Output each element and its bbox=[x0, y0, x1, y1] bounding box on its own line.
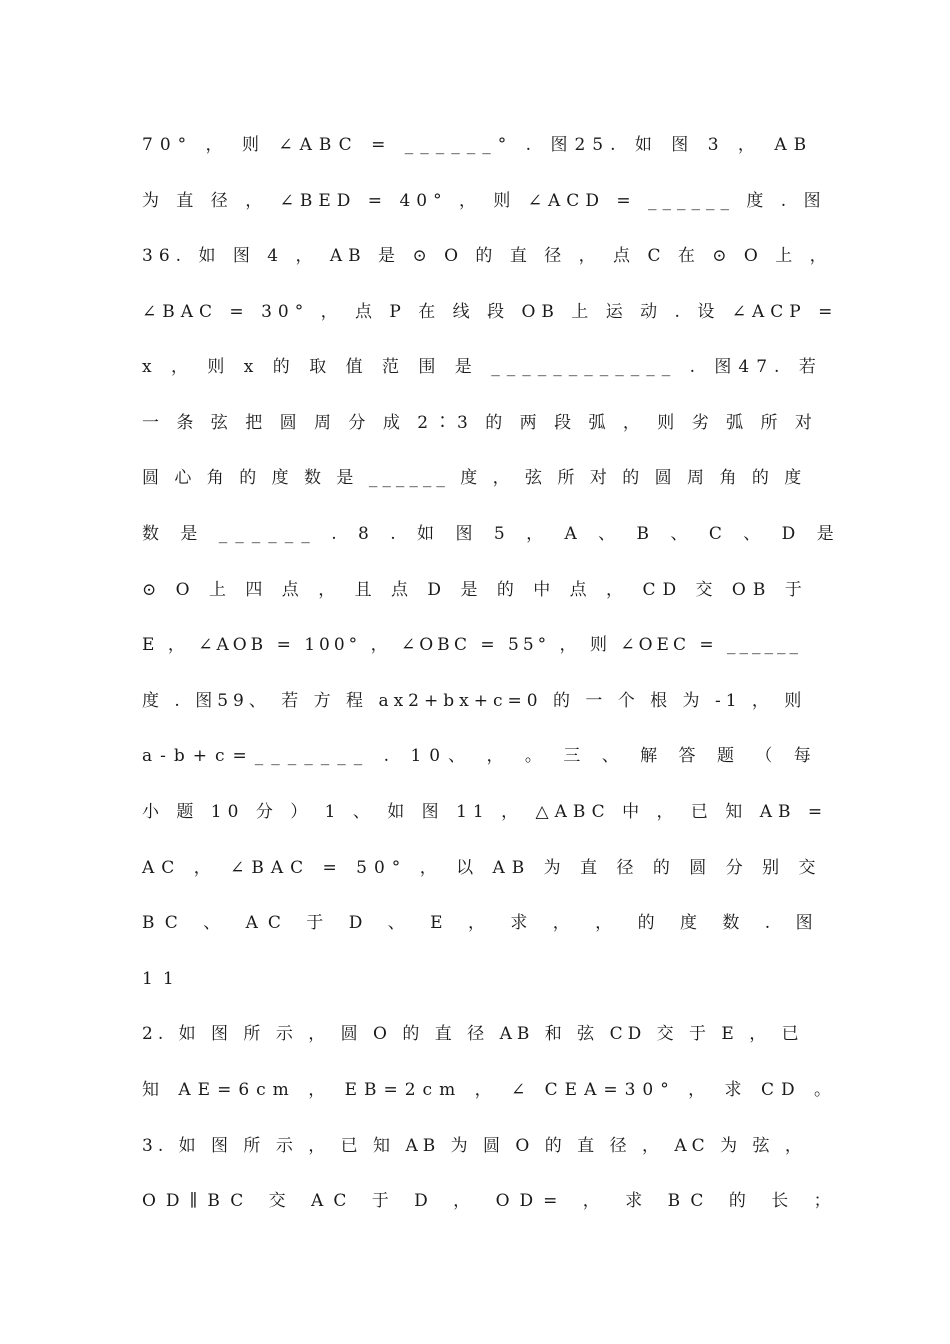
text-line: OD∥BC 交 AC 于 D ， OD= ， 求 BC 的 长 ； bbox=[142, 1191, 841, 1211]
text-line: 70° ， 则 ∠ABC = ______° . 图25. 如 图 3 ， AB bbox=[142, 135, 814, 155]
text-line: 知 AE=6cm ， EB=2cm ， ∠ CEA=30° ， 求 CD 。 bbox=[142, 1080, 838, 1100]
text-line: 为 直 径 ， ∠BED = 40° ， 则 ∠ACD = ______ 度 . 图 bbox=[142, 191, 827, 211]
text-line: 36. 如 图 4 ， AB 是 ⊙ O 的 直 径 ， 点 C 在 ⊙ O 上 ， bbox=[142, 246, 833, 266]
text-line: x ， 则 x 的 取 值 范 围 是 ____________ . 图47. 若 bbox=[142, 357, 823, 377]
text-line: BC 、 AC 于 D 、 E ， 求 ， ， 的 度 数 . 图 bbox=[142, 913, 823, 933]
text-line: 圆 心 角 的 度 数 是 ______ 度 ， 弦 所 对 的 圆 周 角 的 度 bbox=[142, 468, 807, 488]
text-line: 小 题 10 分 ） 1 、 如 图 11 ， △ABC 中 ， 已 知 AB = bbox=[142, 802, 829, 822]
text-line: 度 . 图59、 若 方 程 ax2+bx+c=0 的 一 个 根 为 -1 ， 则 bbox=[142, 691, 807, 711]
text-line: 数 是 ______ . 8 . 如 图 5 ， A 、 B 、 C 、 D 是 bbox=[142, 524, 842, 544]
text-line: 11 bbox=[142, 969, 184, 989]
text-line: E ， ∠AOB = 100° ， ∠OBC = 55° ， 则 ∠OEC = ______ bbox=[142, 635, 803, 655]
text-line: 一 条 弦 把 圆 周 分 成 2∶3 的 两 段 弧 ， 则 劣 弧 所 对 bbox=[142, 413, 818, 433]
text-line: 3. 如 图 所 示 ， 已 知 AB 为 圆 O 的 直 径 ， AC 为 弦 ， bbox=[142, 1136, 807, 1156]
text-line: a-b+c=_______ . 10、 ， 。 三 、 解 答 题 （ 每 bbox=[142, 746, 819, 766]
text-line: AC ， ∠BAC = 50° ， 以 AB 为 直 径 的 圆 分 别 交 bbox=[142, 858, 823, 878]
text-line: ∠BAC = 30° ， 点 P 在 线 段 OB 上 运 动 . 设 ∠ACP = bbox=[142, 302, 839, 322]
text-line: ⊙ O 上 四 点 ， 且 点 D 是 的 中 点 ， CD 交 OB 于 bbox=[142, 580, 809, 600]
text-line: 2. 如 图 所 示 ， 圆 O 的 直 径 AB 和 弦 CD 交 于 E ， 已 bbox=[142, 1024, 804, 1044]
